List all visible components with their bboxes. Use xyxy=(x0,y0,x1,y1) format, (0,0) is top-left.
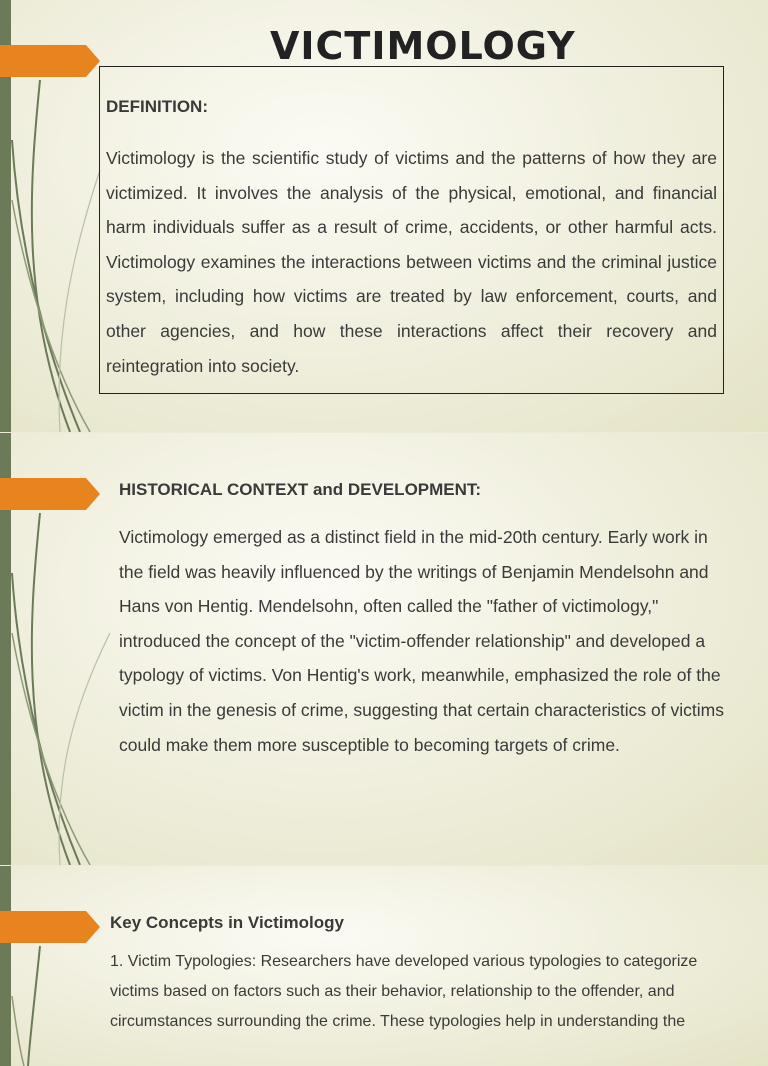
orange-arrow-marker xyxy=(0,478,100,510)
history-text: Victimology emerged as a distinct field in the mid-20th century. Early work in the field was heavily influenced by the writings of Benjamin Mendelsohn and Hans von Hentig. Mendelsohn, often called the "father of victimology," introduced the concept of the "victim-offender relationship" and developed a typology of victims. Von Hentig's work, meanwhile, emphasized the role of the victim in the genesis of crime, suggesting that certain characteristics of victims could make them more susceptible to becoming targets of crime. xyxy=(119,527,724,755)
definition-heading: DEFINITION: xyxy=(106,97,208,116)
definition-box xyxy=(99,66,724,394)
slide-key-concepts xyxy=(0,866,768,1066)
vine-decoration xyxy=(0,866,120,1066)
slide-history xyxy=(0,433,768,865)
page-title: VICTIMOLOGY xyxy=(270,24,576,68)
orange-arrow-marker xyxy=(0,45,100,77)
slide-definition xyxy=(0,0,768,432)
orange-arrow-marker xyxy=(0,911,100,943)
definition-text: Victimology is the scientific study of victims and the patterns of how they are victimized. It involves the analysis of the physical, emotional, and financial harm individuals suffer as a result of crime, accidents, or other harmful acts. Victimology examines the interactions between victims and the criminal justice system, including how victims are treated by law enforcement, courts, and other agencies, and how these interactions affect their recovery and reintegration into society. xyxy=(106,148,717,376)
key-concepts-item-1: 1. Victim Typologies: Researchers have developed various typologies to categorize victims based on factors such as their behavior, relationship to the offender, and circumstances surrounding the crime. These typologies help in understanding the xyxy=(110,953,698,1030)
key-concepts-heading: Key Concepts in Victimology xyxy=(110,913,344,932)
history-section xyxy=(119,480,729,762)
history-heading: HISTORICAL CONTEXT and DEVELOPMENT: xyxy=(119,480,482,499)
key-concepts-section xyxy=(110,913,730,1037)
